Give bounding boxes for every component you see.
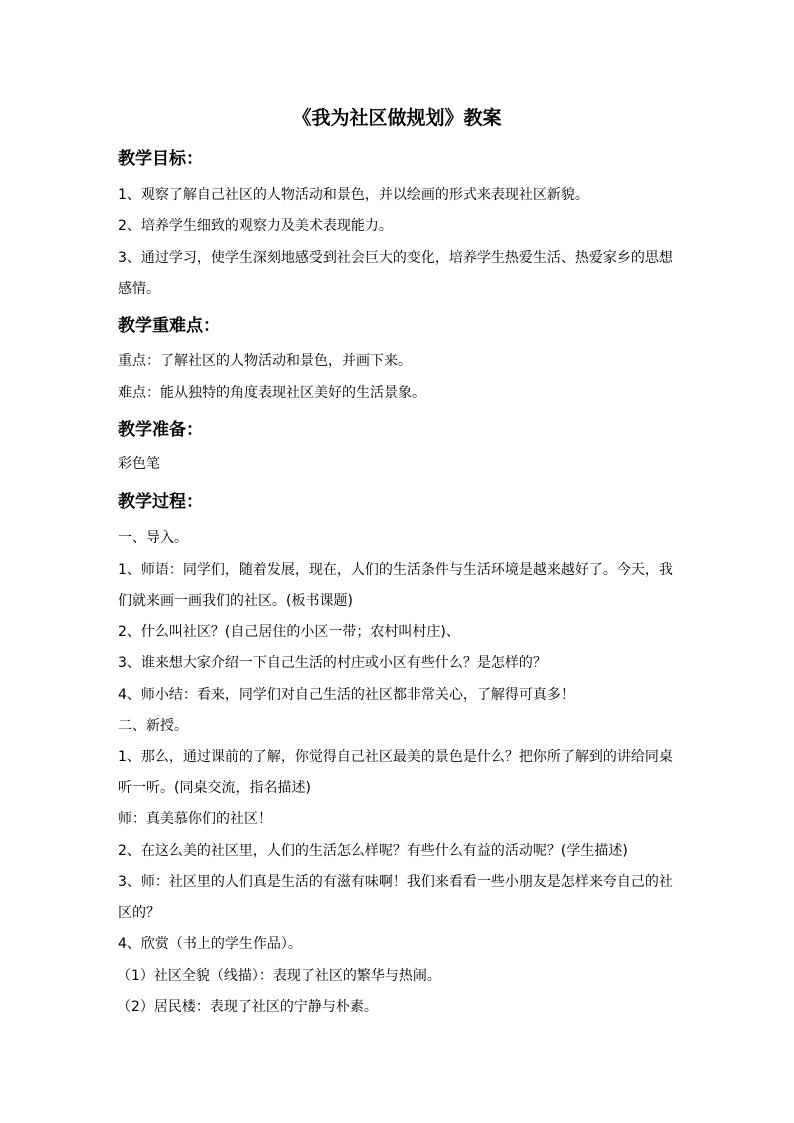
goal-item-1: 1、观察了解自己社区的人物活动和景色，并以绘画的形式来表现社区新貌。 bbox=[118, 187, 589, 203]
document-title: 《我为社区做规划》教案 bbox=[292, 107, 502, 129]
preparation-item-1: 彩色笔 bbox=[118, 456, 160, 472]
goal-item-2: 2、培养学生细致的观察力及美术表现能力。 bbox=[118, 218, 393, 234]
process-item-5: 4、师小结：看来，同学们对自己生活的社区都非常关心，了解得可真多！ bbox=[118, 687, 575, 703]
process-item-13: （2）居民楼：表现了社区的宁静与朴素。 bbox=[117, 999, 378, 1015]
process-item-3: 2、什么叫社区？(自己居住的小区一带；农村叫村庄)、 bbox=[118, 624, 460, 640]
process-item-7: 1、那么，通过课前的了解，你觉得自己社区最美的景色是什么？把你所了解到的讲给同桌听一听。(同桌交流，指名描述) bbox=[118, 749, 673, 796]
process-item-9: 2、在这么美的社区里，人们的生活怎么样呢？有些什么有益的活动呢？(学生描述) bbox=[118, 843, 628, 859]
key-point-item-2: 难点：能从独特的角度表现社区美好的生活景象。 bbox=[118, 385, 426, 401]
process-item-11: 4、欣赏（书上的学生作品）。 bbox=[118, 936, 302, 952]
section-heading-process: 教学过程： bbox=[118, 492, 203, 512]
process-item-2: 1、师语：同学们，随着发展，现在，人们的生活条件与生活环境是越来越好了。今天，我们就来画一画我们的社区。(板书课题) bbox=[118, 562, 673, 609]
process-item-4: 3、谁来想大家介绍一下自己生活的村庄或小区有些什么？是怎样的？ bbox=[118, 655, 547, 671]
section-heading-preparation: 教学准备： bbox=[118, 420, 203, 440]
process-item-12: （1）社区全貌（线描）：表现了社区的繁华与热闹。 bbox=[117, 968, 441, 984]
process-item-10: 3、师：社区里的人们真是生活的有滋有味啊！我们来看看一些小朋友是怎样来夸自己的社区的？ bbox=[118, 874, 673, 921]
section-heading-goals: 教学目标： bbox=[118, 149, 203, 169]
section-heading-key-points: 教学重难点： bbox=[118, 316, 220, 336]
process-item-6: 二、新授。 bbox=[118, 718, 188, 734]
process-item-1: 一、导入。 bbox=[118, 530, 188, 546]
key-point-item-1: 重点：了解社区的人物活动和景色，并画下来。 bbox=[118, 353, 412, 369]
process-item-8: 师：真美慕你们的社区！ bbox=[118, 811, 272, 827]
goal-item-3: 3、通过学习，使学生深刻地感受到社会巨大的变化，培养学生热爱生活、热爱家乡的思想感情。 bbox=[118, 250, 673, 297]
